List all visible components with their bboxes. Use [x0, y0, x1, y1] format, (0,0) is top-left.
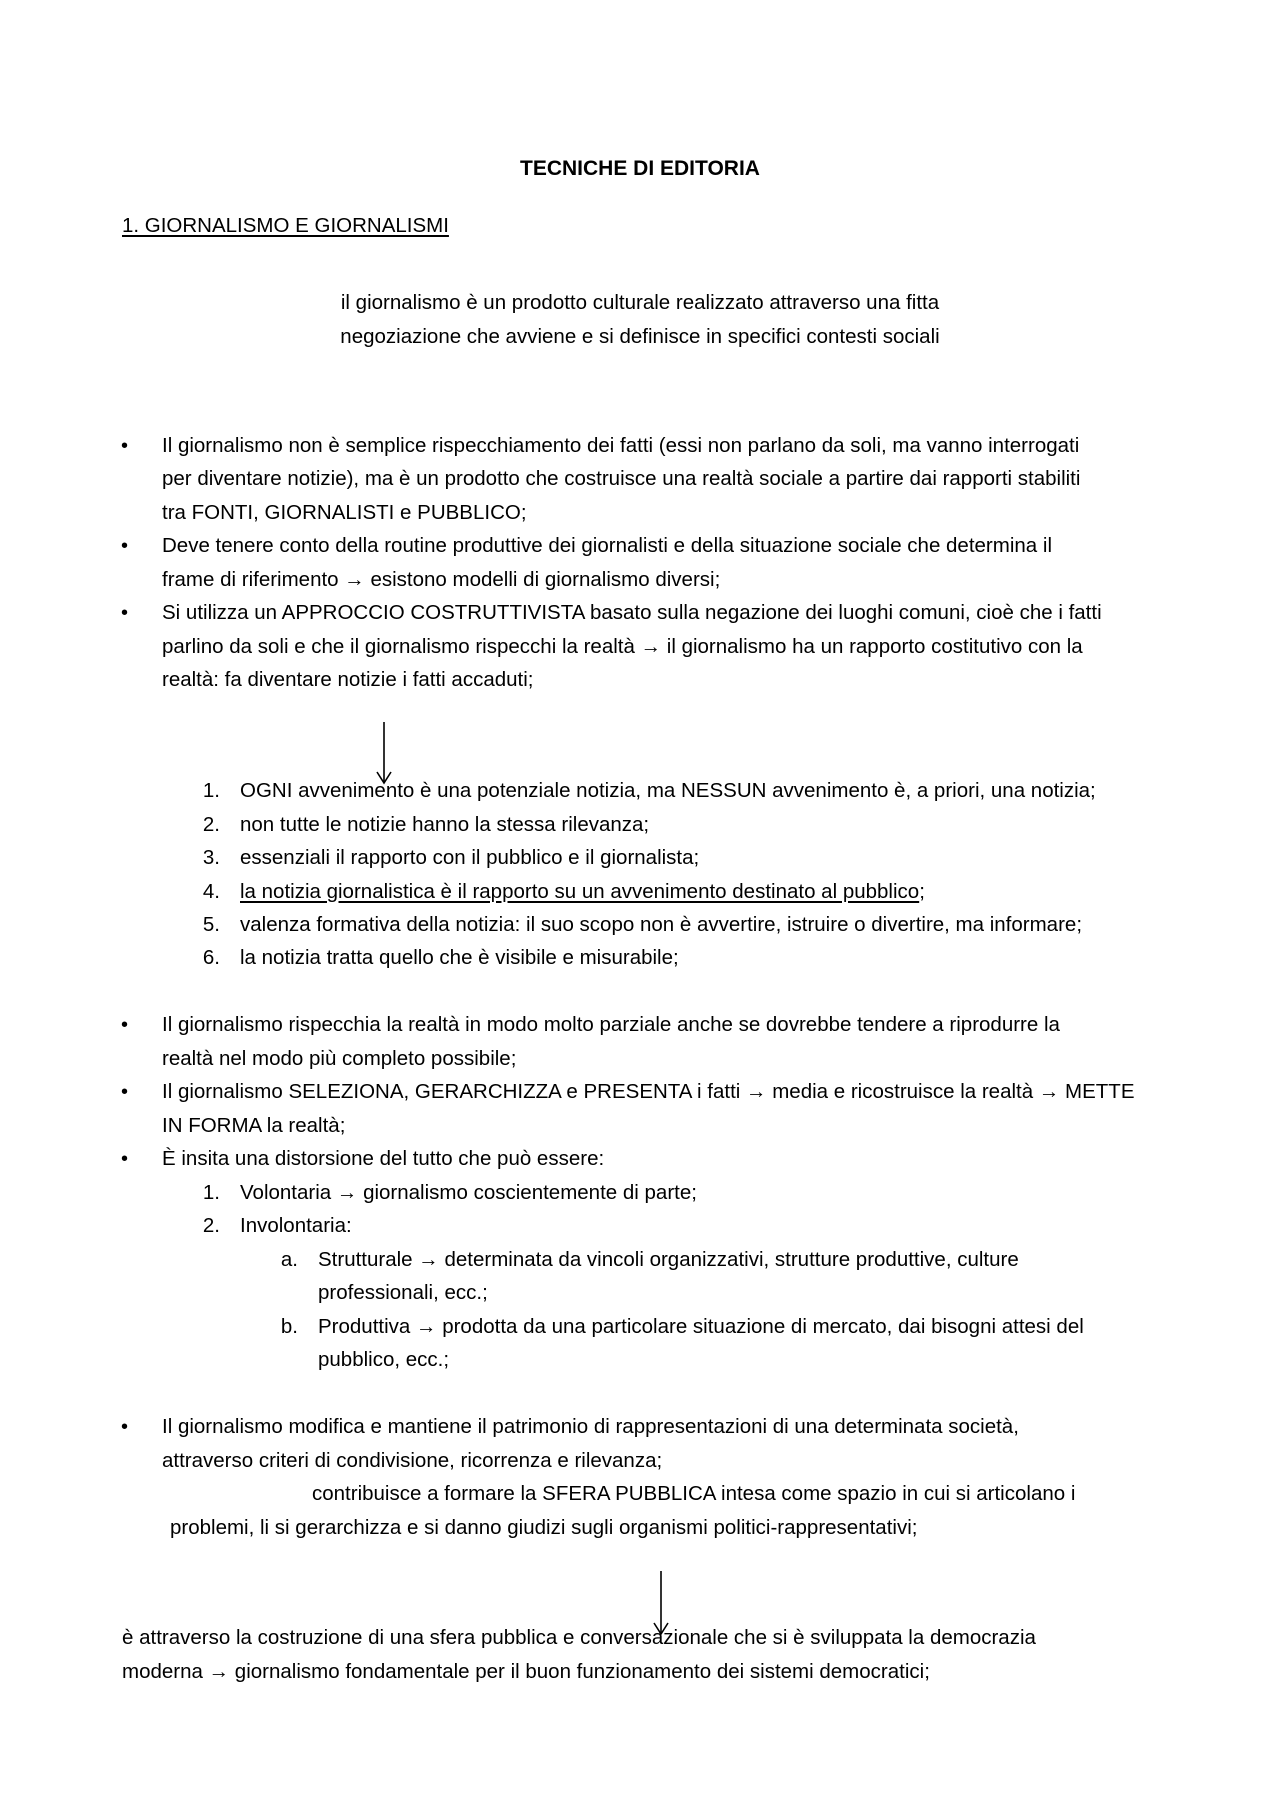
intro-bullet-1-line-3: tra FONTI, GIORNALISTI e PUBBLICO;: [162, 501, 527, 524]
list-number: 4.: [202, 880, 220, 903]
bullet-marker: •: [121, 435, 129, 457]
bullet-marker: •: [121, 1014, 129, 1036]
middle-bullet-2-line-1: Il giornalismo SELEZIONA, GERARCHIZZA e PRESENTA i fatti → media e ricostruisce la realtà → METTE: [162, 1080, 1135, 1103]
final-bullet-line-2: attraverso criteri di condivisione, ricorrenza e rilevanza;: [162, 1449, 663, 1472]
list-letter: b.: [280, 1315, 298, 1338]
middle-bullet-3-line-1: È insita una distorsione del tutto che può essere:: [162, 1147, 605, 1170]
intro-bullet-2-line-1: Deve tenere conto della routine produttive dei giornalisti e della situazione sociale che determina il: [162, 534, 1052, 557]
document-title: TECNICHE DI EDITORIA: [520, 157, 760, 180]
numbered-item-1: OGNI avvenimento è una potenziale notizia, ma NESSUN avvenimento è, a priori, una notizia;: [240, 779, 1096, 802]
numbered-item-5: valenza formativa della notizia: il suo scopo non è avvertire, istruire o divertire, ma informare;: [240, 913, 1083, 936]
subtype-b-line-1: Produttiva → prodotta da una particolare situazione di mercato, dai bisogni attesi del: [318, 1315, 1084, 1338]
intro-bullet-1-line-1: Il giornalismo non è semplice rispecchiamento dei fatti (essi non parlano da soli, ma vanno interrogati: [162, 434, 1080, 457]
down-arrow-icon: [374, 722, 394, 786]
intro-bullet-3-line-2: parlino da soli e che il giornalismo rispecchi la realtà → il giornalismo ha un rapporto costitutivo con la: [162, 635, 1083, 658]
section-heading: 1. GIORNALISMO E GIORNALISMI: [122, 214, 449, 237]
intro-bullet-2-line-2: frame di riferimento → esistono modelli di giornalismo diversi;: [162, 568, 721, 591]
numbered-item-4-underlined: la notizia giornalistica è il rapporto su un avvenimento destinato al pubblico: [240, 880, 920, 903]
conclusion-line-1: è attraverso la costruzione di una sfera pubblica e conversazionale che si è sviluppata la democrazia: [122, 1626, 1036, 1649]
numbered-item-4: [240, 880, 925, 904]
subtype-a-line-2: professionali, ecc.;: [318, 1281, 488, 1304]
intro-bullet-3-line-1: Si utilizza un APPROCCIO COSTRUTTIVISTA basato sulla negazione dei luoghi comuni, cioè che i fatti: [162, 601, 1102, 624]
middle-bullet-1-line-1: Il giornalismo rispecchia la realtà in modo molto parziale anche se dovrebbe tendere a riprodurre la: [162, 1013, 1060, 1036]
bullet-marker: •: [121, 1148, 129, 1170]
intro-bullet-1-line-2: per diventare notizie), ma è un prodotto che costruisce una realtà sociale a partire dai rapporti stabiliti: [162, 467, 1081, 490]
list-number: 1.: [202, 1181, 220, 1204]
bullet-marker: •: [121, 535, 129, 557]
public-sphere-line-1: contribuisce a formare la SFERA PUBBLICA intesa come spazio in cui si articolano i: [312, 1482, 1076, 1505]
list-number: 2.: [202, 813, 220, 836]
numbered-item-2: non tutte le notizie hanno la stessa rilevanza;: [240, 813, 650, 836]
public-sphere-line-2: problemi, li si gerarchizza e si danno giudizi sugli organismi politici-rappresentativi;: [170, 1516, 918, 1539]
numbered-item-6: la notizia tratta quello che è visibile e misurabile;: [240, 946, 679, 969]
numbered-item-4-tail: ;: [919, 880, 925, 903]
definition-line-1: il giornalismo è un prodotto culturale realizzato attraverso una fitta: [340, 291, 940, 314]
bullet-marker: •: [121, 1416, 129, 1438]
middle-bullet-1-line-2: realtà nel modo più completo possibile;: [162, 1047, 517, 1070]
list-number: 2.: [202, 1214, 220, 1237]
list-letter: a.: [280, 1248, 298, 1271]
subtype-b-line-2: pubblico, ecc.;: [318, 1348, 450, 1371]
definition-line-2: negoziazione che avviene e si definisce in specifici contesti sociali: [340, 325, 940, 348]
middle-bullet-2-line-2: IN FORMA la realtà;: [162, 1114, 346, 1137]
list-number: 1.: [202, 779, 220, 802]
conclusion-line-2: moderna → giornalismo fondamentale per il buon funzionamento dei sistemi democratici;: [122, 1660, 930, 1683]
bullet-marker: •: [121, 1081, 129, 1103]
distortion-involuntary: Involontaria:: [240, 1214, 352, 1237]
distortion-voluntary: Volontaria → giornalismo coscientemente di parte;: [240, 1181, 697, 1204]
list-number: 3.: [202, 846, 220, 869]
list-number: 5.: [202, 913, 220, 936]
bullet-marker: •: [121, 602, 129, 624]
subtype-a-line-1: Strutturale → determinata da vincoli organizzativi, strutture produttive, culture: [318, 1248, 1019, 1271]
intro-bullet-3-line-3: realtà: fa diventare notizie i fatti accaduti;: [162, 668, 534, 691]
final-bullet-line-1: Il giornalismo modifica e mantiene il patrimonio di rappresentazioni di una determinata società,: [162, 1415, 1019, 1438]
numbered-item-3: essenziali il rapporto con il pubblico e il giornalista;: [240, 846, 700, 869]
list-number: 6.: [202, 946, 220, 969]
